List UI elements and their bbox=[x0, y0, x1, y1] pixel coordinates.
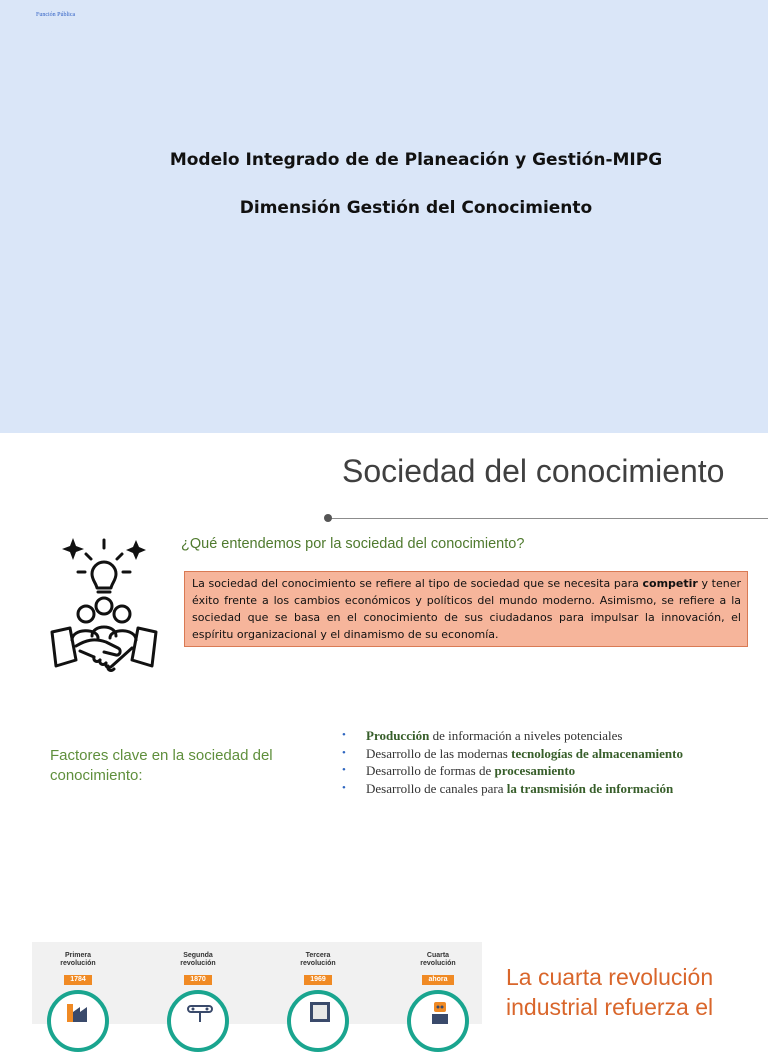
factors-label: Factores clave en la sociedad del conocimiento: bbox=[50, 747, 273, 784]
revolution-year: 1784 bbox=[64, 975, 92, 985]
headline-line: industrial refuerza el bbox=[506, 994, 714, 1020]
factor-text: Desarrollo de formas de bbox=[366, 763, 495, 778]
conveyor-icon bbox=[167, 990, 229, 1052]
revolution-1 bbox=[38, 952, 118, 986]
factors-list bbox=[340, 727, 683, 797]
revolution-year: 1969 bbox=[304, 975, 332, 985]
slide3-headline bbox=[506, 962, 713, 1022]
industrial-revolutions-timeline bbox=[32, 942, 482, 1024]
factor-text: Desarrollo de las modernas bbox=[366, 745, 512, 761]
slide-subtitle: Dimensión Gestión del Conocimiento bbox=[239, 198, 593, 218]
question-text: ¿Qué entendemos por la sociedad del conocimiento? bbox=[181, 536, 525, 552]
revolution-label: revolución bbox=[420, 960, 456, 967]
definition-box bbox=[184, 571, 748, 647]
factor-text: Desarrollo de canales para bbox=[366, 780, 507, 796]
factor-bold: procesamiento bbox=[494, 763, 576, 778]
revolution-4 bbox=[398, 952, 478, 986]
revolution-label: Tercera bbox=[305, 952, 331, 959]
title-slide bbox=[0, 0, 768, 433]
factory-icon bbox=[47, 990, 109, 1052]
revolution-label: Primera bbox=[64, 952, 92, 959]
factor-bold: Producción bbox=[366, 728, 430, 743]
robot-icon bbox=[407, 990, 469, 1052]
revolution-label: revolución bbox=[300, 960, 336, 967]
list-item bbox=[340, 762, 683, 780]
heading-divider bbox=[330, 518, 768, 519]
revolution-label: Segunda bbox=[183, 952, 213, 959]
list-item bbox=[340, 780, 683, 798]
idea-handshake-icon bbox=[48, 536, 160, 694]
definition-text-start: La sociedad del conocimiento se refiere al tipo de sociedad que se necesita para bbox=[192, 577, 643, 590]
headline-line: La cuarta revolución bbox=[506, 964, 714, 990]
revolution-year: ahora bbox=[422, 975, 453, 985]
divider-dot bbox=[324, 514, 332, 522]
list-item bbox=[340, 727, 683, 745]
factor-bold: la transmisión de información bbox=[506, 780, 674, 796]
revolution-label: revolución bbox=[180, 960, 216, 967]
revolution-2 bbox=[158, 952, 238, 986]
revolution-label: revolución bbox=[60, 960, 96, 967]
definition-bold-word: competir bbox=[642, 577, 698, 590]
brand-label: Función Pública bbox=[36, 12, 76, 18]
computer-icon bbox=[287, 990, 349, 1052]
definition-text-end: y tener éxito frente a los cambios económicos y políticos del mundo moderno. Asimismo, se refiere a la sociedad que se basa en el conocimiento de sus ciudadanos para impulsar la innovación, el espíritu organizacional y el dinamismo de su economía. bbox=[192, 577, 741, 641]
factor-text: de información a niveles potenciales bbox=[429, 728, 623, 743]
slide-title: Modelo Integrado de de Planeación y Gestión-MIPG bbox=[169, 150, 663, 170]
factor-bold: tecnologías de almacenamiento bbox=[511, 745, 683, 761]
list-item bbox=[340, 745, 683, 763]
revolution-label: Cuarta bbox=[426, 952, 450, 959]
revolution-year: 1870 bbox=[184, 975, 212, 985]
revolution-3 bbox=[278, 952, 358, 986]
section-heading: Sociedad del conocimiento bbox=[342, 453, 725, 489]
